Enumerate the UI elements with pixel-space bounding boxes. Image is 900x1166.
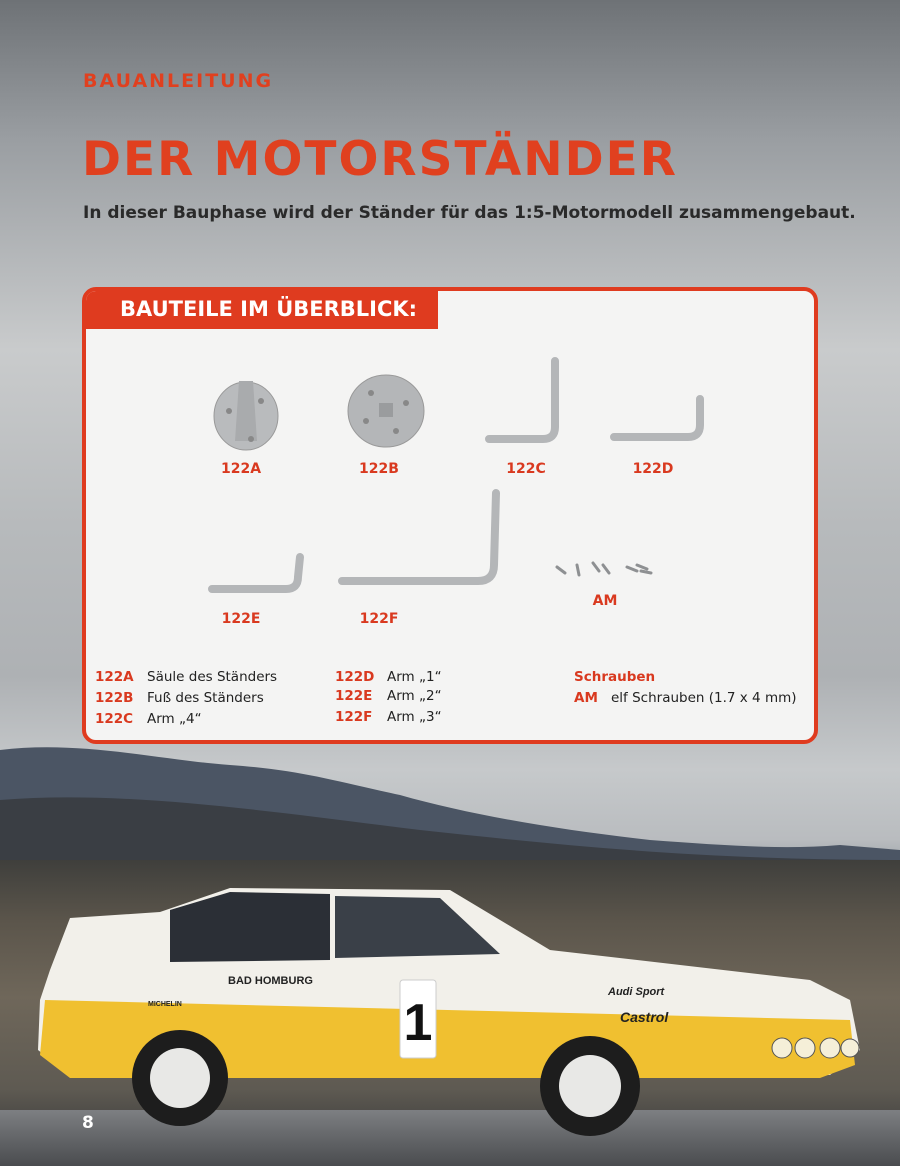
part-label: 122B xyxy=(359,461,399,477)
car-sponsor: Castrol xyxy=(620,1009,669,1025)
car-number: 1 xyxy=(403,994,433,1052)
part-desc: Arm „3“ xyxy=(387,709,442,725)
parts-overview-heading: BAUTEILE IM ÜBERBLICK: xyxy=(86,291,438,329)
list-item xyxy=(335,669,442,688)
screws-list xyxy=(574,669,797,711)
part-label: 122C xyxy=(506,461,546,477)
part-desc: Arm „1“ xyxy=(387,669,442,685)
part-desc: elf Schrauben (1.7 x 4 mm) xyxy=(611,690,797,706)
list-item xyxy=(335,709,442,730)
part-122b-image xyxy=(326,373,446,449)
part-label: 122F xyxy=(359,611,399,627)
part-122c-image xyxy=(466,355,586,449)
list-item xyxy=(335,688,442,709)
car-sponsor: BAD HOMBURG xyxy=(228,975,313,987)
part-desc: Arm „4“ xyxy=(147,711,202,727)
screws-heading: Schrauben xyxy=(574,669,656,685)
rally-car-photo xyxy=(30,850,870,1140)
part-code: 122B xyxy=(95,690,134,706)
part-code: 122F xyxy=(335,709,373,725)
part-code: AM xyxy=(574,690,598,706)
part-122e-image xyxy=(196,549,316,599)
part-code: 122E xyxy=(335,688,373,704)
section-kicker: BAUANLEITUNG xyxy=(83,70,274,92)
car-sponsor: Audi Sport xyxy=(608,986,665,998)
part-122a-image xyxy=(186,371,306,451)
part-am-screws-image xyxy=(542,557,662,581)
part-code: 122A xyxy=(95,669,134,685)
part-label: 122A xyxy=(220,461,262,477)
car-sponsor: MICHELIN xyxy=(148,1001,182,1008)
parts-list-col2 xyxy=(335,669,442,730)
part-122f-image xyxy=(336,487,506,591)
list-item xyxy=(574,690,797,711)
page-subtitle: In dieser Bauphase wird der Ständer für das 1:5-Motormodell zusammengebaut. xyxy=(83,203,856,223)
part-desc: Fuß des Ständers xyxy=(147,690,264,706)
part-desc: Säule des Ständers xyxy=(147,669,278,685)
part-code: 122C xyxy=(95,711,134,727)
part-label: 122D xyxy=(632,461,674,477)
parts-overview-box xyxy=(82,287,818,744)
list-item xyxy=(95,690,277,711)
page-number: 8 xyxy=(82,1113,94,1133)
list-item xyxy=(95,711,277,732)
parts-list-col1 xyxy=(95,669,277,732)
list-item xyxy=(95,669,277,690)
part-122d-image xyxy=(596,391,716,447)
part-code: 122D xyxy=(335,669,375,685)
page-title: DER MOTORSTÄNDER xyxy=(82,132,678,187)
part-desc: Arm „2“ xyxy=(387,688,442,704)
part-label: AM xyxy=(592,593,618,609)
part-label: 122E xyxy=(221,611,261,627)
